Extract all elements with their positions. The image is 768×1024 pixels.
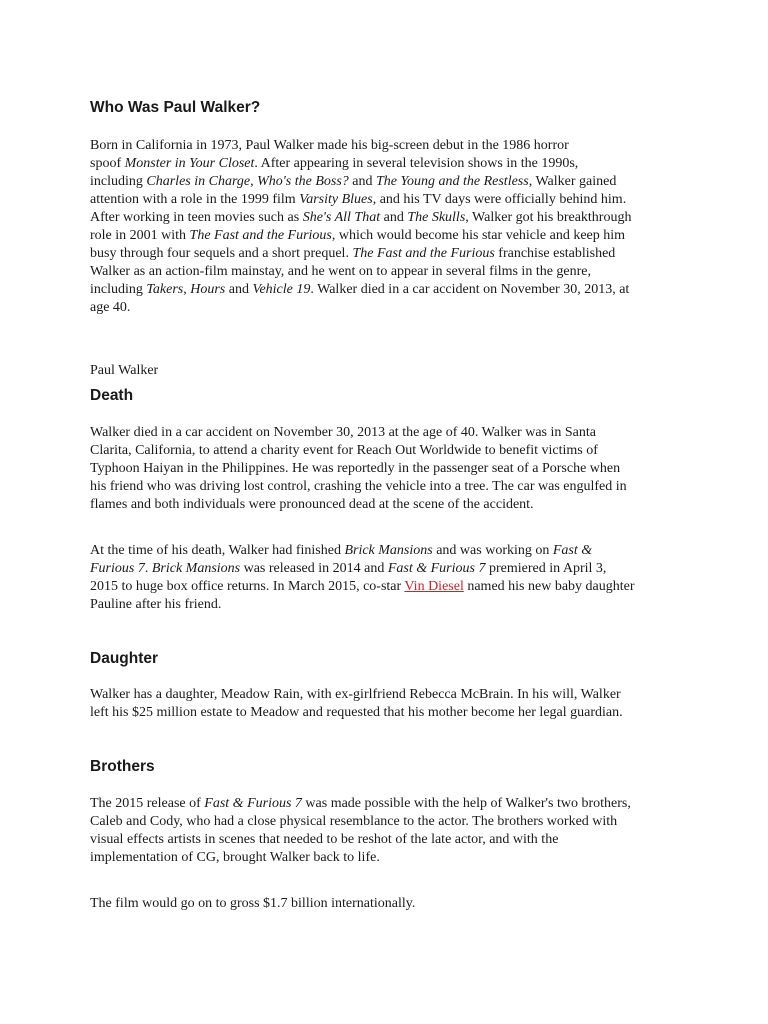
italic-title: The Fast and the Furious: [189, 228, 332, 243]
italic-title: The Skulls: [407, 210, 466, 225]
italic-title: The Young and the Restless: [375, 174, 529, 189]
text-line: [90, 704, 690, 722]
text-line: [90, 424, 690, 442]
text-line: [90, 831, 690, 849]
paragraph-daughter: [90, 686, 690, 722]
italic-title: She's All That: [302, 210, 381, 225]
italic-title: Hours: [190, 282, 226, 297]
text-line: [90, 281, 690, 299]
text-run: and: [380, 210, 408, 225]
text-run: spoof: [90, 156, 125, 171]
text-line: [90, 849, 690, 867]
text-line: [90, 686, 690, 704]
text-line: [90, 227, 690, 245]
text-line: [90, 596, 690, 614]
heading-who-was-paul-walker: Who Was Paul Walker?: [90, 99, 261, 116]
text-line: [90, 263, 690, 281]
italic-title: Brick Mansions: [151, 561, 241, 576]
text-line: [90, 795, 690, 813]
text-run: The 2015 release of: [90, 796, 205, 811]
italic-title: Furious 7: [90, 561, 145, 576]
text-line: [90, 460, 690, 478]
text-run: busy through four sequels and a short prequel.: [90, 246, 353, 261]
text-run: left his $25 million estate to Meadow and requested that his mother become her legal guardian.: [90, 705, 623, 720]
text-run: Clarita, California, to attend a charity event for Reach Out Worldwide to benefit victims of: [90, 443, 598, 458]
paragraph-biography: [90, 137, 690, 317]
text-line: [90, 442, 690, 460]
text-line: [90, 895, 690, 913]
text-run: . After appearing in several television shows in the 1990s,: [254, 156, 579, 171]
text-run: flames and both individuals were pronounced dead at the scene of the accident.: [90, 497, 534, 512]
text-run: Walker died in a car accident on November 30, 2013 at the age of 40. Walker was in Santa: [90, 425, 596, 440]
italic-title: Brick Mansions: [344, 543, 433, 558]
text-run: Caleb and Cody, who had a close physical resemblance to the actor. The brothers worked with: [90, 814, 618, 829]
text-run: and was working on: [432, 543, 553, 558]
text-run: named his new baby daughter: [463, 579, 635, 594]
text-run: role in 2001 with: [90, 228, 190, 243]
italic-title: Monster in Your Closet: [124, 156, 255, 171]
heading-brothers: Brothers: [90, 758, 155, 775]
text-line: [90, 299, 690, 317]
paragraph-death-films: [90, 542, 690, 614]
text-run: attention with a role in the 1999 film: [90, 192, 300, 207]
text-run: implementation of CG, brought Walker back to life.: [90, 850, 380, 865]
text-line: [90, 560, 690, 578]
text-run: including: [90, 282, 147, 297]
text-run: franchise established: [494, 246, 616, 261]
inline-link[interactable]: Vin Diesel: [404, 579, 464, 594]
text-run: Walker as an action-film mainstay, and he went on to appear in several films in the genre,: [90, 264, 592, 279]
italic-title: Vehicle 19: [252, 282, 311, 297]
text-run: , and his TV days were officially behind him.: [372, 192, 627, 207]
paragraph-box-office: [90, 895, 690, 913]
text-run: including: [90, 174, 147, 189]
italic-title: Fast & Furious 7: [204, 796, 302, 811]
paragraph-death-accident: [90, 424, 690, 514]
italic-title: Takers: [146, 282, 184, 297]
text-line: [90, 542, 690, 560]
italic-title: The Fast and the Furious: [352, 246, 495, 261]
text-run: .: [144, 561, 152, 576]
text-run: his friend who was driving lost control, crashing the vehicle into a tree. The car was engulfed in: [90, 479, 627, 494]
text-line: [90, 191, 690, 209]
italic-title: Varsity Blues: [299, 192, 373, 207]
text-line: [90, 813, 690, 831]
text-line: [90, 496, 690, 514]
text-run: and: [348, 174, 376, 189]
text-line: [90, 155, 690, 173]
italic-title: Charles in Charge: [146, 174, 251, 189]
text-run: , Walker got his breakthrough: [465, 210, 632, 225]
text-line: [90, 478, 690, 496]
text-run: Born in California in 1973, Paul Walker made his big-screen debut in the 1986 horror: [90, 138, 569, 153]
text-run: Pauline after his friend.: [90, 597, 222, 612]
text-line: [90, 209, 690, 227]
text-run: premiered in April 3,: [485, 561, 607, 576]
text-run: At the time of his death, Walker had finished: [90, 543, 345, 558]
text-run: The film would go on to gross $1.7 billion internationally.: [90, 896, 416, 911]
text-run: ,: [183, 282, 191, 297]
text-run: , which would become his star vehicle and keep him: [331, 228, 626, 243]
text-run: and: [225, 282, 253, 297]
text-run: After working in teen movies such as: [90, 210, 303, 225]
text-run: age 40.: [90, 300, 131, 315]
text-run: . Walker died in a car accident on November 30, 2013, at: [310, 282, 630, 297]
paragraph-brothers: [90, 795, 690, 867]
text-run: visual effects artists in scenes that needed to be reshot of the late actor, and with the: [90, 832, 559, 847]
text-line: [90, 245, 690, 263]
heading-daughter: Daughter: [90, 650, 159, 667]
image-caption: Paul Walker: [90, 363, 159, 378]
italic-title: Who's the Boss?: [257, 174, 349, 189]
text-run: 2015 to huge box office returns. In March 2015, co-star: [90, 579, 405, 594]
text-run: was made possible with the help of Walker's two brothers,: [301, 796, 631, 811]
text-run: ,: [250, 174, 258, 189]
text-run: Walker has a daughter, Meadow Rain, with ex-girlfriend Rebecca McBrain. In his will, Walker: [90, 687, 621, 702]
italic-title: Fast & Furious 7: [387, 561, 486, 576]
text-run: Typhoon Haiyan in the Philippines. He was reportedly in the passenger seat of a Porsche when: [90, 461, 621, 476]
italic-title: Fast &: [552, 543, 593, 558]
text-run: was released in 2014 and: [240, 561, 388, 576]
text-line: [90, 137, 690, 155]
text-line: [90, 578, 690, 596]
text-run: , Walker gained: [528, 174, 617, 189]
heading-death: Death: [90, 387, 134, 404]
text-line: [90, 173, 690, 191]
